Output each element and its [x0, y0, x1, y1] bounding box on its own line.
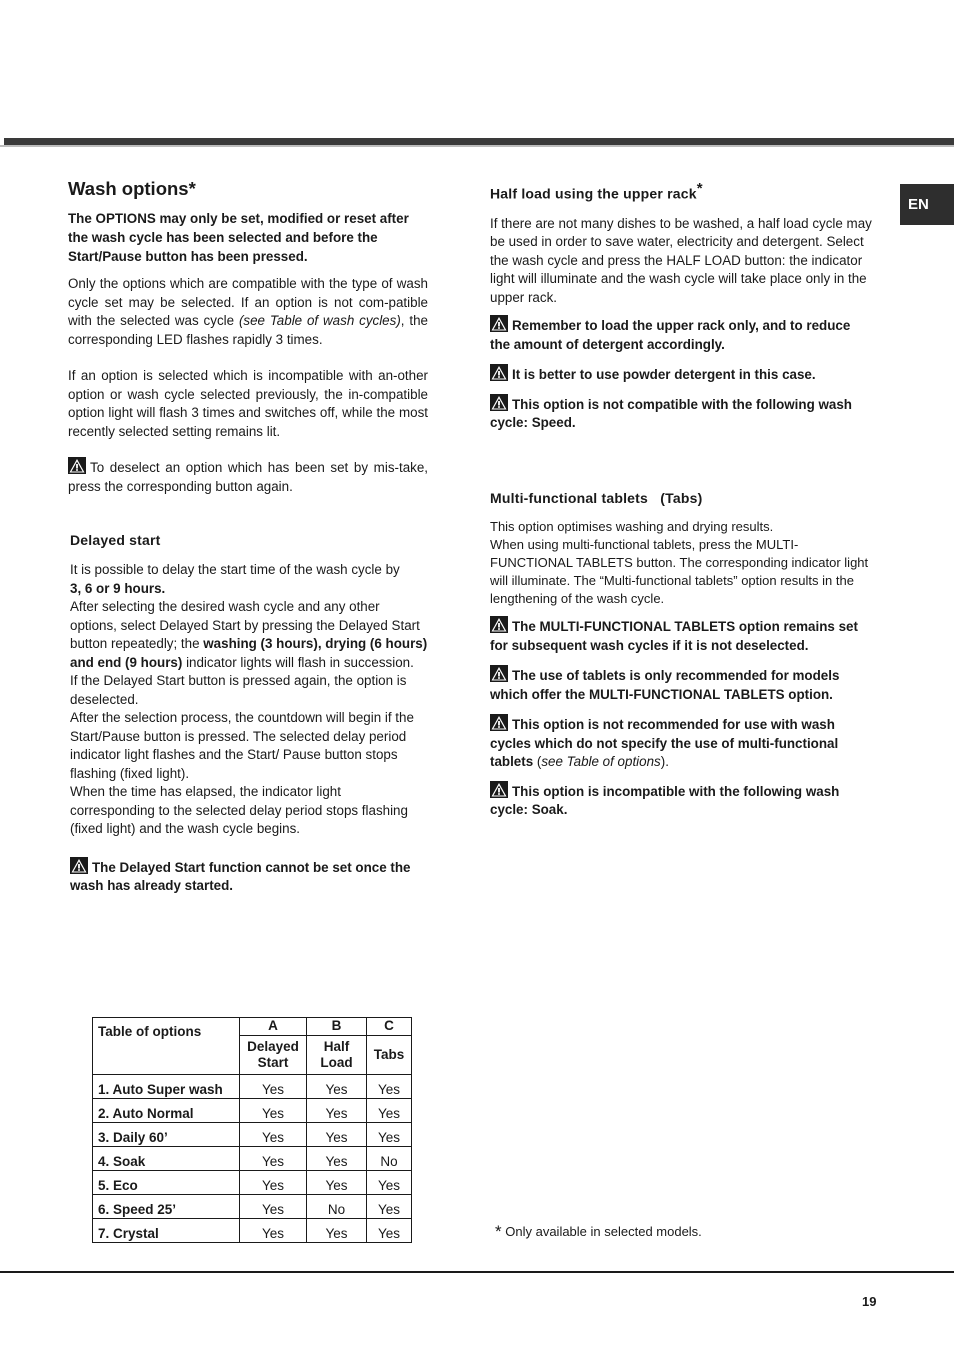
page-title: Wash options* [68, 178, 196, 199]
table-cell-cycle: 3. Daily 60’ [93, 1123, 240, 1147]
tabs-warning-3 [490, 714, 875, 772]
table-cell-cycle: 1. Auto Super wash [93, 1075, 240, 1099]
warning-triangle-icon [490, 665, 508, 682]
delayed-start-heading: Delayed start [70, 532, 161, 548]
warning-triangle-icon [70, 857, 88, 874]
table-cell: Yes [240, 1075, 307, 1099]
footnote-text: Only available in selected models. [505, 1224, 702, 1239]
table-cell: Yes [307, 1099, 367, 1123]
table-col-letter: C [367, 1018, 412, 1036]
tabs-warning-3-paren-open: ( [533, 754, 542, 769]
half-load-star: * [696, 180, 703, 197]
table-cell: No [367, 1147, 412, 1171]
tabs-warning-2 [490, 665, 875, 704]
table-cell: Yes [367, 1075, 412, 1099]
bottom-rule [0, 1271, 954, 1273]
delayed-para-2-end: indicator lights will flash in succession. [182, 654, 414, 670]
delayed-para-3: If the Delayed Start button is pressed again, the option is deselected. [70, 673, 407, 707]
delayed-para-5: When the time has elapsed, the indicator light corresponding to the selected delay period stops flashing (fixed light) and the wash cycle begins. [70, 784, 408, 836]
half-load-heading [490, 180, 872, 203]
table-title: Table of options [93, 1018, 240, 1075]
table-cell: Yes [240, 1147, 307, 1171]
warning-triangle-icon [490, 364, 508, 381]
warning-delayed [70, 857, 428, 896]
delayed-start-section [70, 531, 428, 896]
warning-triangle-icon [490, 394, 508, 411]
table-row [93, 1219, 412, 1243]
table-cell: Yes [307, 1147, 367, 1171]
table-cell: Yes [367, 1099, 412, 1123]
language-tab: EN [900, 184, 954, 225]
table-cell: Yes [307, 1123, 367, 1147]
table-header-row-letters [93, 1018, 412, 1036]
warning-delayed-text: The Delayed Start function cannot be set once the wash has already started. [70, 859, 411, 893]
tabs-warning-3-paren-close: ). [660, 754, 669, 769]
table-col-letter: A [240, 1018, 307, 1036]
table-cell-cycle: 2. Auto Normal [93, 1099, 240, 1123]
delayed-para-1-text: It is possible to delay the start time of the wash cycle by [70, 562, 400, 577]
table-cell: Yes [367, 1171, 412, 1195]
table-cell: Yes [307, 1219, 367, 1243]
tabs-warning-4 [490, 781, 875, 820]
delayed-indicators: washing (3 hours), drying (6 hours) and end (9 hours) [70, 636, 428, 670]
table-cell: Yes [240, 1099, 307, 1123]
top-rule-shadow [0, 145, 954, 147]
tabs-warning-3-ref: see Table of options [541, 754, 661, 769]
options-para-1-text: Only the options which are compatible with the type of wash cycle set may be selected. If an option is not com-patible with the selected was cycle [68, 276, 428, 328]
table-cell: Yes [307, 1075, 367, 1099]
table-col-name: Half Load [307, 1035, 367, 1074]
table-cell: Yes [240, 1195, 307, 1219]
table-row [93, 1123, 412, 1147]
table-cell: Yes [367, 1123, 412, 1147]
footnote [495, 1222, 702, 1242]
delayed-para-1 [70, 561, 428, 598]
tabs-warning-3-text: This option is not recommended for use with wash cycles which do not specify the use of multi-functional tablets [490, 717, 839, 769]
warning-triangle-icon [490, 616, 508, 633]
delayed-para-2-text: After selecting the desired wash cycle and any other options, select Delayed Start by pressing the Delayed Start button repeatedly; the [70, 599, 420, 651]
table-col-letter: B [307, 1018, 367, 1036]
warning-deselect [68, 457, 428, 496]
footnote-star: * [495, 1222, 502, 1241]
table-cell: No [307, 1195, 367, 1219]
table-cell: Yes [367, 1219, 412, 1243]
warning-triangle-icon [68, 457, 86, 474]
table-cell: Yes [240, 1123, 307, 1147]
half-load-warning-3-text: This option is not compatible with the following wash cycle: Speed. [490, 396, 852, 431]
table-cell: Yes [307, 1171, 367, 1195]
options-para-1 [68, 275, 428, 349]
table-cell: Yes [367, 1195, 412, 1219]
half-load-para: If there are not many dishes to be washed, a half load cycle may be used in order to save water, electricity and detergent. Select the wash cycle and press the HALF LOAD button: the indicator light will illuminate and the wash cycle will take place only in the upper rack. [490, 215, 872, 305]
tabs-warning-1-text: The MULTI-FUNCTIONAL TABLETS option remains set for subsequent wash cycles if it is not deselected. [490, 619, 858, 653]
options-table [92, 1017, 412, 1243]
options-para-2: If an option is selected which is incompatible with an-other option or wash cycle selected previously, the in-compatible option light will flash 3 times and switches off, while the most recently selected setting remains lit. [68, 368, 428, 439]
half-load-warning-2 [490, 364, 872, 385]
warning-triangle-icon [490, 315, 508, 332]
table-cell-cycle: 5. Eco [93, 1171, 240, 1195]
table-row [93, 1195, 412, 1219]
tabs-heading: Multi-functional tablets (Tabs) [490, 490, 703, 506]
half-load-warning-3 [490, 394, 872, 433]
warning-triangle-icon [490, 781, 508, 798]
table-cell: Yes [240, 1219, 307, 1243]
left-column [68, 178, 428, 496]
page-number: 19 [862, 1294, 877, 1309]
table-row [93, 1171, 412, 1195]
half-load-warning-2-text: It is better to use powder detergent in this case. [512, 367, 816, 383]
tabs-para-2: When using multi-functional tablets, press the MULTI-FUNCTIONAL TABLETS button. The corresponding indicator light will illuminate. The “Multi-functional tablets” option results in the lengthening of the wash cycle. [490, 537, 869, 606]
half-load-section [490, 180, 872, 433]
table-col-name: Delayed Start [240, 1035, 307, 1074]
half-load-warning-1-text: Remember to load the upper rack only, and to reduce the amount of detergent accordingly. [490, 318, 851, 352]
delayed-para-2 [70, 598, 428, 672]
tabs-warning-4-text: This option is incompatible with the following wash cycle: Soak. [490, 783, 840, 817]
table-cell-cycle: 7. Crystal [93, 1219, 240, 1243]
tabs-para-1: This option optimises washing and drying results. [490, 519, 774, 534]
half-load-warning-1 [490, 315, 872, 354]
tabs-section [490, 489, 875, 820]
tabs-warning-1 [490, 616, 875, 655]
warning-deselect-text: To deselect an option which has been set by mis-take, press the corresponding button again. [68, 460, 428, 494]
table-row [93, 1147, 412, 1171]
options-para-1-end: , the corresponding LED flashes rapidly 3 times. [68, 313, 428, 347]
table-cell: Yes [240, 1171, 307, 1195]
options-intro: The OPTIONS may only be set, modified or reset after the wash cycle has been selected and before the Start/Pause button has been pressed. [68, 211, 409, 264]
table-cell-cycle: 4. Soak [93, 1147, 240, 1171]
table-cell-cycle: 6. Speed 25’ [93, 1195, 240, 1219]
half-load-heading-text: Half load using the upper rack [490, 185, 697, 202]
table-col-name: Tabs [367, 1035, 412, 1074]
table-row [93, 1099, 412, 1123]
tabs-warning-2-text: The use of tablets is only recommended for models which offer the MULTI-FUNCTIONAL TABLETS option. [490, 668, 840, 702]
table-row [93, 1075, 412, 1099]
options-para-1-ref: (see Table of wash cycles) [238, 313, 401, 328]
warning-triangle-icon [490, 714, 508, 731]
delayed-hours: 3, 6 or 9 hours. [70, 580, 166, 596]
delayed-para-4: After the selection process, the countdown will begin if the Start/Pause button is pressed. The selected delay period indicator light flashes and the Start/ Pause button stops flashing (fixed light). [70, 710, 414, 781]
